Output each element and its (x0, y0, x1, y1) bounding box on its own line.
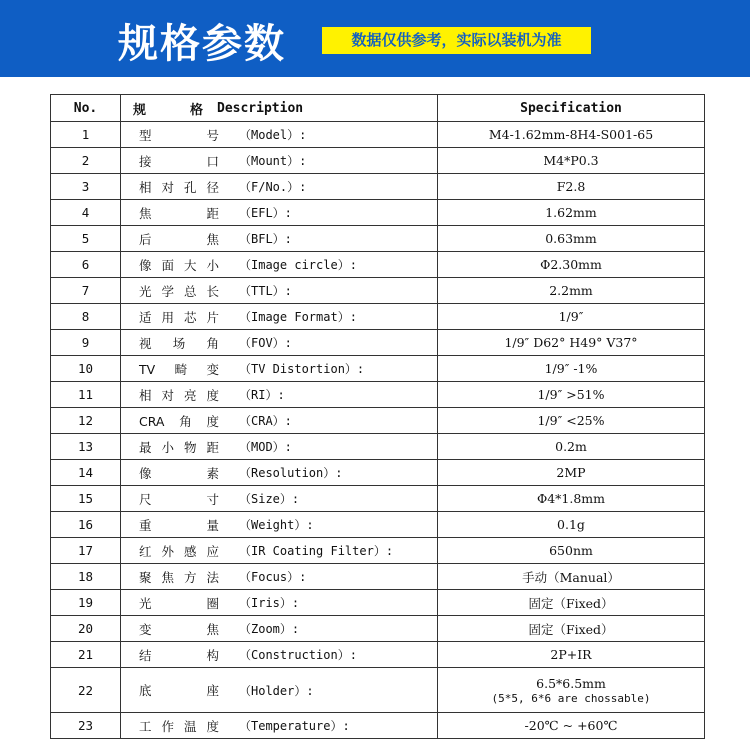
description-en: （Construction）: (239, 648, 357, 662)
description-en: （RI）: (239, 388, 285, 402)
header-description-zh: 规 格 (133, 102, 203, 118)
table-row (51, 486, 705, 512)
row-specification: 2.2mm (438, 278, 705, 304)
description-zh: 结构 (139, 647, 219, 663)
row-specification (438, 668, 705, 713)
row-description (121, 434, 438, 460)
table-row (51, 122, 705, 148)
row-number: 13 (51, 434, 121, 460)
description-en: （Resolution）: (239, 466, 343, 480)
row-number: 10 (51, 356, 121, 382)
specification-note: (5*5, 6*6 are chossable) (491, 691, 651, 705)
description-zh: 像面大小 (139, 257, 219, 273)
row-number: 2 (51, 148, 121, 174)
description-en: （FOV）: (239, 336, 292, 350)
table-row (51, 382, 705, 408)
table-row (51, 460, 705, 486)
row-specification: 1/9″ >51% (438, 382, 705, 408)
description-en: （Zoom）: (239, 622, 300, 636)
row-number: 5 (51, 226, 121, 252)
description-en: （Focus）: (239, 570, 307, 584)
row-description (121, 564, 438, 590)
row-specification: 650nm (438, 538, 705, 564)
row-description (121, 668, 438, 713)
description-zh: 重量 (139, 517, 219, 533)
page-title: 规格参数 (118, 21, 286, 67)
table-row (51, 200, 705, 226)
description-zh: 接口 (139, 153, 219, 169)
row-number: 7 (51, 278, 121, 304)
table-row (51, 174, 705, 200)
row-number: 8 (51, 304, 121, 330)
description-en: （Image Format）: (239, 310, 357, 324)
table-row (51, 512, 705, 538)
row-description (121, 356, 438, 382)
table-row (51, 330, 705, 356)
spec-table (50, 94, 705, 739)
row-number: 3 (51, 174, 121, 200)
table-row (51, 434, 705, 460)
row-description (121, 590, 438, 616)
row-description (121, 616, 438, 642)
row-specification: 固定（Fixed） (438, 616, 705, 642)
row-description (121, 382, 438, 408)
row-number: 6 (51, 252, 121, 278)
row-description (121, 226, 438, 252)
description-zh: 焦距 (139, 205, 219, 221)
disclaimer-note: 数据仅供参考，实际以装机为准 (322, 27, 591, 54)
row-specification: F2.8 (438, 174, 705, 200)
row-number: 17 (51, 538, 121, 564)
row-specification: 0.63mm (438, 226, 705, 252)
table-row (51, 642, 705, 668)
row-specification: Φ4*1.8mm (438, 486, 705, 512)
table-row (51, 252, 705, 278)
row-number: 12 (51, 408, 121, 434)
row-number: 15 (51, 486, 121, 512)
spec-table-body (51, 122, 705, 739)
table-row (51, 564, 705, 590)
row-specification: 2P+IR (438, 642, 705, 668)
description-en: （MOD）: (239, 440, 292, 454)
description-zh: 尺寸 (139, 491, 219, 507)
table-row (51, 616, 705, 642)
description-zh: 视场角 (139, 335, 219, 351)
row-description (121, 200, 438, 226)
table-row (51, 713, 705, 739)
description-zh: 后焦 (139, 231, 219, 247)
row-description (121, 304, 438, 330)
description-zh: 光圈 (139, 595, 219, 611)
description-zh: 红外感应 (139, 543, 219, 559)
description-zh: CRA角度 (139, 413, 219, 429)
row-specification: 1/9″ -1% (438, 356, 705, 382)
table-row (51, 356, 705, 382)
description-en: （Mount）: (239, 154, 307, 168)
row-specification: 手动（Manual） (438, 564, 705, 590)
row-specification: -20℃ ~ +60℃ (438, 713, 705, 739)
description-en: （EFL）: (239, 206, 292, 220)
row-description (121, 174, 438, 200)
row-description (121, 512, 438, 538)
description-zh: 型号 (139, 127, 219, 143)
table-row (51, 538, 705, 564)
description-en: （Size）: (239, 492, 300, 506)
row-specification: 固定（Fixed） (438, 590, 705, 616)
table-row (51, 590, 705, 616)
row-number: 21 (51, 642, 121, 668)
table-header-row (51, 95, 705, 122)
description-en: （Weight）: (239, 518, 314, 532)
description-zh: 像素 (139, 465, 219, 481)
row-description (121, 486, 438, 512)
header-description-en: Description (217, 100, 304, 116)
header-specification: Specification (438, 95, 705, 122)
header-banner (0, 0, 750, 77)
row-number: 23 (51, 713, 121, 739)
description-zh: 最小物距 (139, 439, 219, 455)
description-en: （Iris）: (239, 596, 300, 610)
row-number: 11 (51, 382, 121, 408)
row-specification: M4*P0.3 (438, 148, 705, 174)
description-zh: 相对亮度 (139, 387, 219, 403)
row-number: 20 (51, 616, 121, 642)
table-row (51, 148, 705, 174)
table-row (51, 668, 705, 713)
description-en: （TTL）: (239, 284, 292, 298)
table-row (51, 408, 705, 434)
row-description (121, 122, 438, 148)
row-number: 22 (51, 668, 121, 713)
table-row (51, 304, 705, 330)
row-specification: 2MP (438, 460, 705, 486)
row-specification: 1/9″ (438, 304, 705, 330)
row-number: 19 (51, 590, 121, 616)
description-en: （Holder）: (239, 683, 314, 698)
row-description (121, 538, 438, 564)
header-description (121, 95, 438, 122)
row-description (121, 713, 438, 739)
row-description (121, 460, 438, 486)
row-description (121, 330, 438, 356)
description-zh: 相对孔径 (139, 179, 219, 195)
row-description (121, 252, 438, 278)
row-number: 9 (51, 330, 121, 356)
row-specification: 0.2m (438, 434, 705, 460)
table-row (51, 226, 705, 252)
row-number: 16 (51, 512, 121, 538)
row-number: 14 (51, 460, 121, 486)
specification-value: 6.5*6.5mm (536, 675, 606, 691)
row-description (121, 408, 438, 434)
row-number: 18 (51, 564, 121, 590)
row-specification: Φ2.30mm (438, 252, 705, 278)
description-zh: 变焦 (139, 621, 219, 637)
row-specification: 1/9″ D62° H49° V37° (438, 330, 705, 356)
header-no: No. (51, 95, 121, 122)
description-en: （TV Distortion）: (239, 362, 365, 376)
description-zh: 底座 (139, 683, 219, 698)
row-description (121, 148, 438, 174)
description-en: （IR Coating Filter）: (239, 544, 394, 558)
description-zh: 聚焦方法 (139, 569, 219, 585)
description-en: （Temperature）: (239, 719, 350, 733)
row-number: 4 (51, 200, 121, 226)
table-row (51, 278, 705, 304)
description-zh: TV畸变 (139, 361, 219, 377)
description-zh: 光学总长 (139, 283, 219, 299)
description-en: （Image circle）: (239, 258, 357, 272)
row-specification: M4-1.62mm-8H4-S001-65 (438, 122, 705, 148)
description-en: （Model）: (239, 128, 307, 142)
row-specification: 1/9″ <25% (438, 408, 705, 434)
description-zh: 工作温度 (139, 718, 219, 734)
row-number: 1 (51, 122, 121, 148)
row-specification: 0.1g (438, 512, 705, 538)
row-specification: 1.62mm (438, 200, 705, 226)
row-description (121, 278, 438, 304)
description-en: （F/No.）: (239, 180, 307, 194)
row-description (121, 642, 438, 668)
description-en: （CRA）: (239, 414, 292, 428)
description-en: （BFL）: (239, 232, 292, 246)
description-zh: 适用芯片 (139, 309, 219, 325)
